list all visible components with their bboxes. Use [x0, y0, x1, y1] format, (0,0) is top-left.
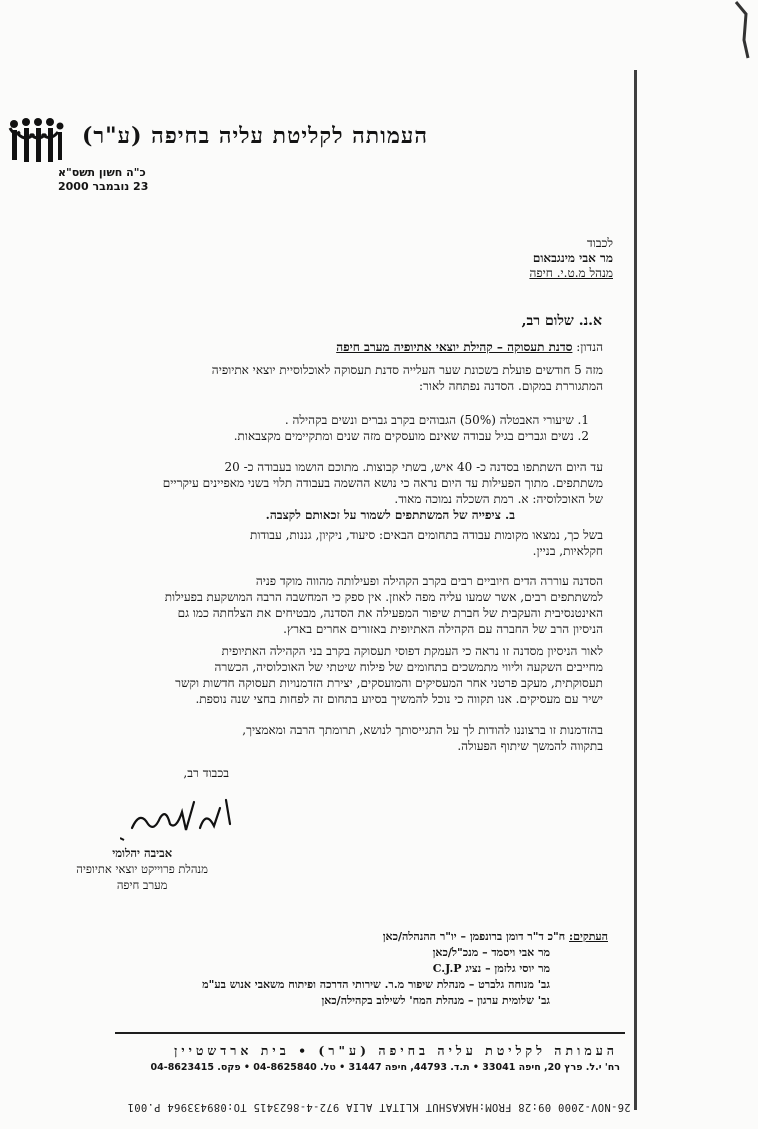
paragraph-line: ב. ציפייה של המשתתפים לשמור על זכאותם לקצבה. [265, 508, 515, 522]
greeting: א.נ. שלום רב, [521, 313, 602, 329]
copy-recipient: גב' שלומית ערגון – מנהלת המח' לשילוב בקהילה/כאן [321, 994, 550, 1007]
list-item: 1. שיעורי האבטלה (50%) הגבוהים בקרב גברים ונשים בקהילה . [284, 413, 589, 427]
paragraph-line: עד היום השתתפו בסדנה כ- 40 איש, בשתי קבוצות. מתוכם הושמו בעבודה כ- 20 [224, 460, 603, 474]
copies-label: העתקים: [569, 930, 608, 943]
reasons-list [43, 412, 603, 444]
paragraph-line: הסדנה עוררה הדים חיוביים רבים בקרב הקהילה ופעילותה מהווה מוקד פניה [255, 574, 603, 588]
footer-org-name: העמותה לקליטת עליה בחיפה (ע"ר) • בית ארדשטיין [174, 1043, 618, 1058]
closing: בכבוד רב, [183, 766, 229, 780]
signer-block [76, 845, 208, 893]
paragraph-line: לאור הניסיון מסדנה זו נראה כי העמקת דפוסי תעסוקה בקרב בני הקהילה האתיופית [221, 644, 603, 658]
footer-contact: רח' י.ל. פרץ 20, חיפה 33041 • ת.ד. 44793, חיפה 31447 • טל. 04-8625840 • פקס. 04-8623415 [150, 1062, 620, 1073]
paragraph-line: למשתתפים רבים, אשר שמעו עליה מפה לאוזן. אין ספק כי המחשבה הרבה המושקעת בפעילות [164, 590, 603, 604]
copy-recipient: מר יוסי גלזמן – נציג C.J.P [432, 962, 550, 975]
organization-logo-icon [8, 118, 64, 164]
paragraph-line: בשל כך, נמצאו מקומות עבודה בתחומים הבאים: סיעוד, ניקיון, גננות, עבודות [250, 528, 603, 542]
paragraph-thanks [43, 722, 603, 754]
letterhead-org-name: העמותה לקליטת עליה בחיפה (ע"ר) [81, 123, 428, 149]
paragraph-line: תעסוקתית, מעקב פרטני אחר המעסיקים והמועסקים, יצירת הזדמנויות תעסוקה חדשות וקשר [175, 676, 603, 690]
paragraph-line: מזה 5 חודשים פועלת בשכונת שער העלייה סדנת תעסוקה לאוכלוסיית יוצאי אתיופיה [211, 363, 603, 377]
signer-region: מערב חיפה [116, 878, 168, 892]
paragraph-line: מחייבים השקעה וליווי מתמשכים בתחומים של פילוח שיטתי של האוכלוסיה, הכשרה [214, 660, 603, 674]
paragraph-conclusions [43, 643, 603, 707]
recipient-name: מר אבי מינגבאום [532, 251, 613, 265]
copy-recipient: ח"כ ד"ר דומן ברונפמן – יו"ר ההנהלה/כאן [382, 930, 566, 943]
fax-header-text: 26-NOV-2000 09:28 FROM:HAKASHUT KLITAT ALIA 972-4-8623415 TO:089433964 P.001 [127, 1101, 631, 1113]
copy-recipient: מר אבי ויסמד – מנכ"ל/כאן [432, 946, 550, 959]
paragraph-line: בהזדמנות זו ברצוננו להודות לך על התגייסותך לנושא, תרומתך הרבה ומאמציך, [242, 723, 603, 737]
recipient-role: מנהל מ.ט.י. חיפה [529, 266, 613, 280]
subject-label: הנדון: [576, 340, 603, 354]
list-item: 2. נשים וגברים בגיל עבודה שאינם מועסקים מזה שנים ומתקיימים מקצבאות. [233, 429, 589, 443]
scan-corner-mark [732, 0, 752, 60]
signer-title: מנהלת פרוייקט יוצאי אתיופיה [76, 862, 208, 876]
paragraph-line: הניסיון הרב של החברה עם הקהילה האתיופית באזורים אחרים בארץ. [283, 622, 603, 636]
paragraph-line: ישיר עם מעסיקים. אנו תקווה כי נוכל להמשיך בסיוע בתחום זה לפחות בחצי שנה נוספת. [195, 692, 603, 706]
recipient-block [529, 236, 613, 281]
paragraph-line: משתתפים. מתוך הפעילות עד היום נראה כי נושא ההשמה בעבודה תלוי בשני מאפיינים עיקריים [162, 476, 603, 490]
date-gregorian: 23 נובמבר 2000 [58, 180, 149, 193]
footer-divider [115, 1032, 625, 1034]
handwritten-signature [120, 790, 250, 845]
scan-edge-line [634, 70, 637, 1110]
signer-name: אביבה יהלומי [112, 846, 173, 860]
paragraph-line: חקלאיות, בניין. [532, 544, 603, 558]
copy-recipient: גב' מנוחה גלברט – מנהלת שיפור מ.ר. שירותי הדרכה ופיתוח משאבי אנוש בע"מ [202, 978, 550, 991]
copies-block [202, 929, 608, 1009]
subject-line [336, 340, 603, 355]
paragraph-feedback [43, 573, 603, 637]
paragraph-line: המתגוררת במקום. הסדנה נפתחה לאור: [418, 379, 603, 393]
subject-text: סדנת תעסוקה – קהילת יוצאי אתיופיה מערב חיפה [336, 340, 573, 354]
paragraph-line: האינטנסיבית והעקבית של חברת שיפור המפעילה את הסדנה, מבטיחים את הצלחתה כמו גם [177, 606, 603, 620]
recipient-salutation: לכבוד [586, 236, 613, 250]
fax-header-strip [0, 1101, 758, 1119]
date-hebrew: כ"ה חשון תשס"א [58, 166, 146, 179]
paragraph-intro [43, 362, 603, 394]
paragraph-participants [43, 459, 603, 523]
paragraph-workplaces [43, 527, 603, 559]
paragraph-line: של האוכלוסיה: א. רמת השכלה נמוכה מאוד. [394, 492, 603, 506]
paragraph-line: בתקווה להמשך שיתוף הפעולה. [457, 739, 603, 753]
